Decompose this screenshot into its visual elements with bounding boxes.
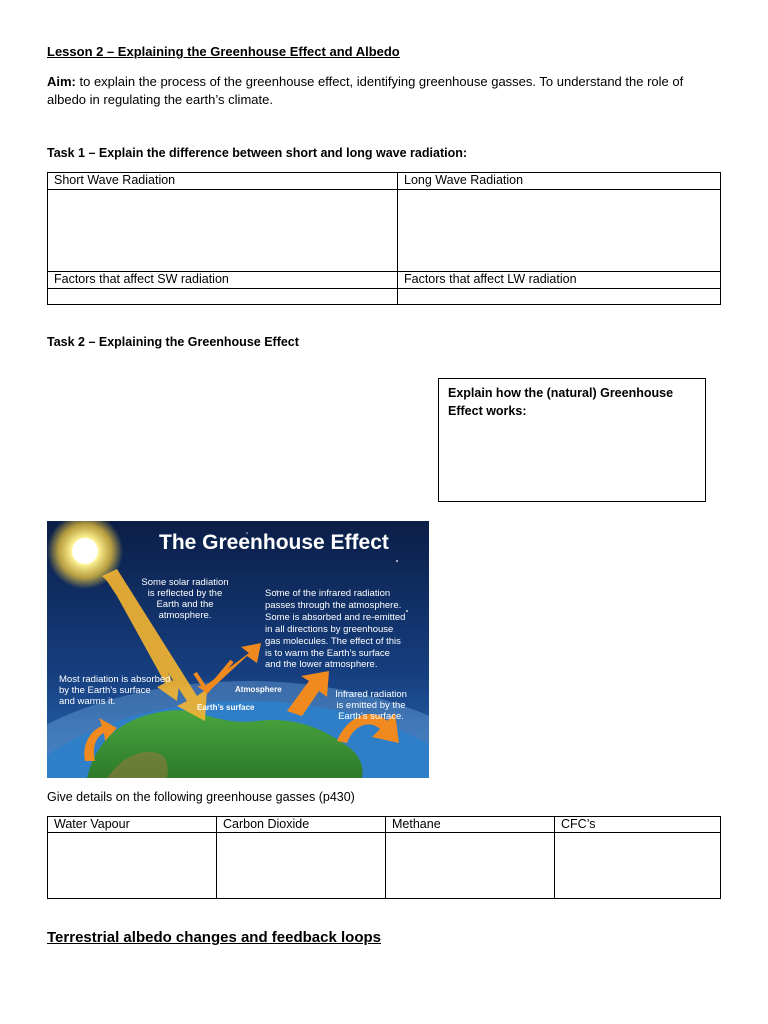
- gas-cell-carbon-dioxide[interactable]: [217, 833, 386, 899]
- lw-header: Long Wave Radiation: [398, 173, 721, 190]
- lw-answer-cell[interactable]: [398, 190, 721, 272]
- gas-header-methane: Methane: [386, 817, 555, 833]
- aim-paragraph: [47, 73, 717, 109]
- absorbed-line-1: Most radiation is absorbed: [59, 674, 171, 685]
- infrared-line-3: Some is absorbed and re-emitted: [265, 612, 406, 623]
- infrared-line-5: gas molecules. The effect of this: [265, 636, 401, 647]
- emitted-line-3: Earth’s surface.: [338, 711, 404, 722]
- atmosphere-label: Atmosphere: [235, 685, 282, 694]
- gasses-table: [47, 816, 721, 899]
- gas-header-cfcs: CFC’s: [555, 817, 721, 833]
- section-heading-albedo: Terrestrial albedo changes and feedback loops: [47, 929, 381, 946]
- greenhouse-effect-figure: [47, 521, 429, 778]
- aim-label: Aim:: [47, 74, 76, 89]
- sw-answer-cell[interactable]: [48, 190, 398, 272]
- gasses-prompt: Give details on the following greenhouse gasses (p430): [47, 790, 355, 804]
- gas-cell-methane[interactable]: [386, 833, 555, 899]
- sw-factors-cell[interactable]: [48, 289, 398, 305]
- task1-table: [47, 172, 721, 305]
- infrared-line-1: Some of the infrared radiation: [265, 588, 391, 599]
- absorbed-line-2: by the Earth’s surface: [59, 685, 151, 696]
- sw-header: Short Wave Radiation: [48, 173, 398, 190]
- sw-factors-header: Factors that affect SW radiation: [48, 272, 398, 289]
- gas-header-water-vapour: Water Vapour: [48, 817, 217, 833]
- reflected-line-1: Some solar radiation: [141, 577, 229, 588]
- infrared-line-4: in all directions by greenhouse: [265, 624, 394, 635]
- aim-text: to explain the process of the greenhouse effect, identifying greenhouse gasses. To understand the role of albedo in regulating the earth’s climate.: [47, 74, 684, 107]
- earth-surface-label: Earth’s surface: [197, 703, 255, 712]
- gas-cell-cfcs[interactable]: [555, 833, 721, 899]
- figure-title: The Greenhouse Effect: [159, 531, 389, 554]
- greenhouse-diagram: [47, 521, 429, 778]
- emitted-line-2: is emitted by the: [336, 700, 406, 711]
- explain-prompt: Explain how the (natural) Greenhouse Effect works:: [448, 386, 674, 418]
- gas-header-carbon-dioxide: Carbon Dioxide: [217, 817, 386, 833]
- lw-factors-header: Factors that affect LW radiation: [398, 272, 721, 289]
- lw-factors-cell[interactable]: [398, 289, 721, 305]
- task2-heading: Task 2 – Explaining the Greenhouse Effect: [47, 335, 299, 349]
- infrared-line-2: passes through the atmosphere.: [265, 600, 402, 611]
- reflected-line-3: Earth and the: [156, 599, 214, 610]
- explain-box[interactable]: [438, 378, 706, 502]
- emitted-text: [335, 689, 407, 722]
- infrared-text: [265, 588, 405, 670]
- absorbed-line-3: and warms it.: [59, 696, 116, 707]
- sun-core: [72, 538, 98, 564]
- emitted-line-1: Infrared radiation: [335, 689, 407, 700]
- reflected-line-2: is reflected by the: [147, 588, 223, 599]
- infrared-line-6: is to warm the Earth’s surface: [265, 648, 390, 659]
- page-title: Lesson 2 – Explaining the Greenhouse Effect and Albedo: [47, 44, 400, 59]
- task1-heading: Task 1 – Explain the difference between short and long wave radiation:: [47, 146, 468, 160]
- reflected-line-4: atmosphere.: [158, 610, 212, 621]
- infrared-line-7: and the lower atmosphere.: [265, 659, 378, 670]
- gas-cell-water-vapour[interactable]: [48, 833, 217, 899]
